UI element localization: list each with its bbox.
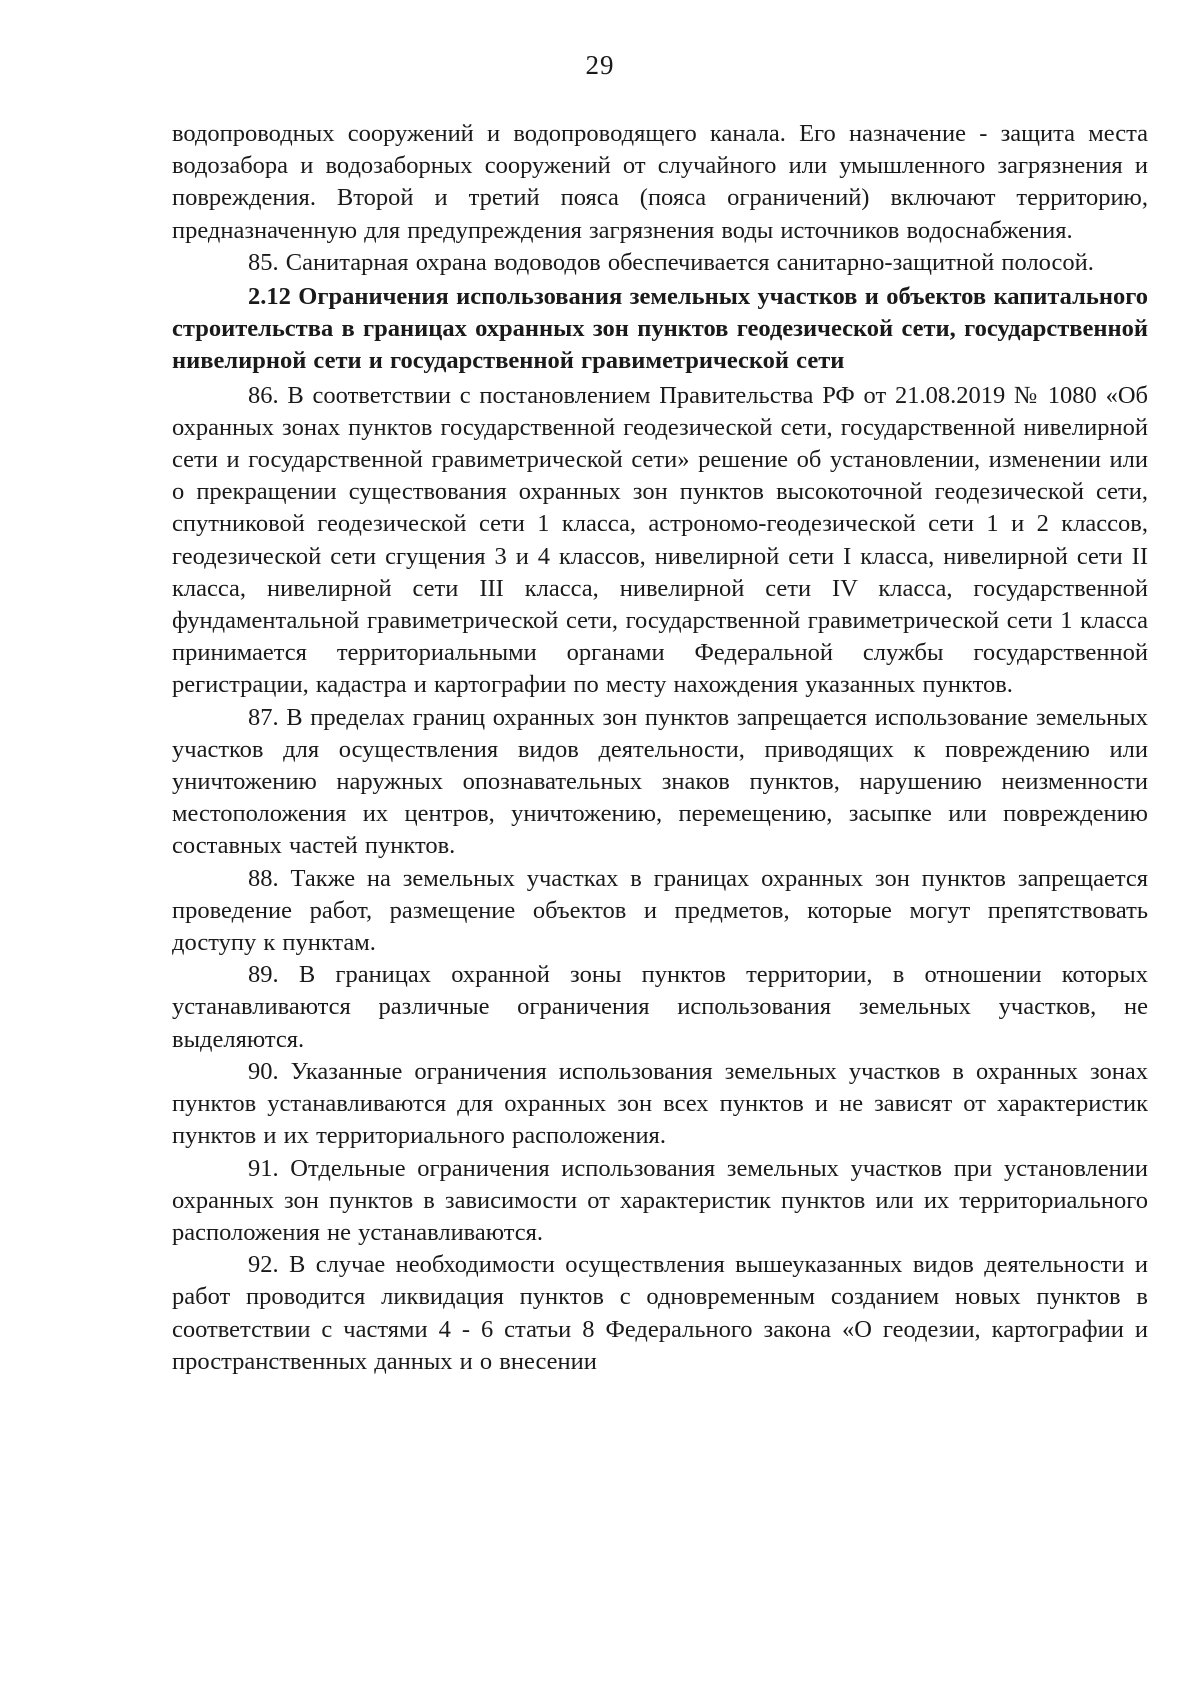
paragraph-91: 91. Отдельные ограничения использования земельных участков при установлении охранных зон пунктов в зависимости от характеристик пунктов или их территориального расположения не устанавливаются.	[172, 1154, 1148, 1246]
paragraph-continuation: водопроводных сооружений и водопроводящего канала. Его назначение - защита места водозабора и водозаборных сооружений от случайного или умышленного загрязнения и повреждения. Второй и третий пояса (пояса ограничений) включают территорию, предназначенную для предупреждения загрязнения воды источников водоснабжения.	[172, 120, 1148, 244]
paragraph-86: 86. В соответствии с постановлением Правительства РФ от 21.08.2019 № 1080 «Об охранных зонах пунктов государственной геодезической сети, государственной нивелирной сети и государственной гравиметрической сети» решение об установлении, изменении или о прекращении существования охранных зон пунктов высокоточной геодезической сети, спутниковой геодезической сети 1 класса, астрономо-геодезической сети 1 и 2 классов, геодезической сети сгущения 3 и 4 классов, нивелирной сети I класса, нивелирной сети II класса, нивелирной сети III класса, нивелирной сети IV класса, государственной фундаментальной гравиметрической сети, государственной гравиметрической сети 1 класса принимается территориальными органами Федеральной службы государственной регистрации, кадастра и картографии по месту нахождения указанных пунктов.	[172, 381, 1148, 699]
paragraph-92: 92. В случае необходимости осуществления вышеуказанных видов деятельности и работ проводится ликвидация пунктов с одновременным созданием новых пунктов в соответствии с частями 4 - 6 статьи 8 Федерального закона «О геодезии, картографии и пространственных данных и о внесении	[172, 1251, 1148, 1375]
document-body	[172, 118, 1148, 1378]
paragraph-89: 89. В границах охранной зоны пунктов территории, в отношении которых устанавливаются различные ограничения использования земельных участков, не выделяются.	[172, 961, 1148, 1053]
paragraph-90: 90. Указанные ограничения использования земельных участков в охранных зонах пунктов устанавливаются для охранных зон всех пунктов и не зависят от характеристик пунктов и их территориального расположения.	[172, 1057, 1148, 1150]
paragraph-85: 85. Санитарная охрана водоводов обеспечивается санитарно-защитной полосой.	[248, 248, 1094, 276]
page-number: 29	[585, 50, 615, 80]
paragraph-87: 87. В пределах границ охранных зон пунктов запрещается использование земельных участков для осуществления видов деятельности, приводящих к повреждению или уничтожению наружных опознавательных знаков пунктов, нарушению неизменности местоположения их центров, уничтожению, перемещению, засыпке или повреждению составных частей пунктов.	[172, 703, 1148, 860]
section-heading: 2.12 Ограничения использования земельных участков и объектов капитального строительства в границах охранных зон пунктов геодезической сети, государственной нивелирной сети и государственной гравиметрической сети	[172, 283, 1148, 375]
paragraph-88: 88. Также на земельных участках в границах охранных зон пунктов запрещается проведение работ, размещение объектов и предметов, которые могут препятствовать доступу к пунктам.	[172, 864, 1148, 957]
